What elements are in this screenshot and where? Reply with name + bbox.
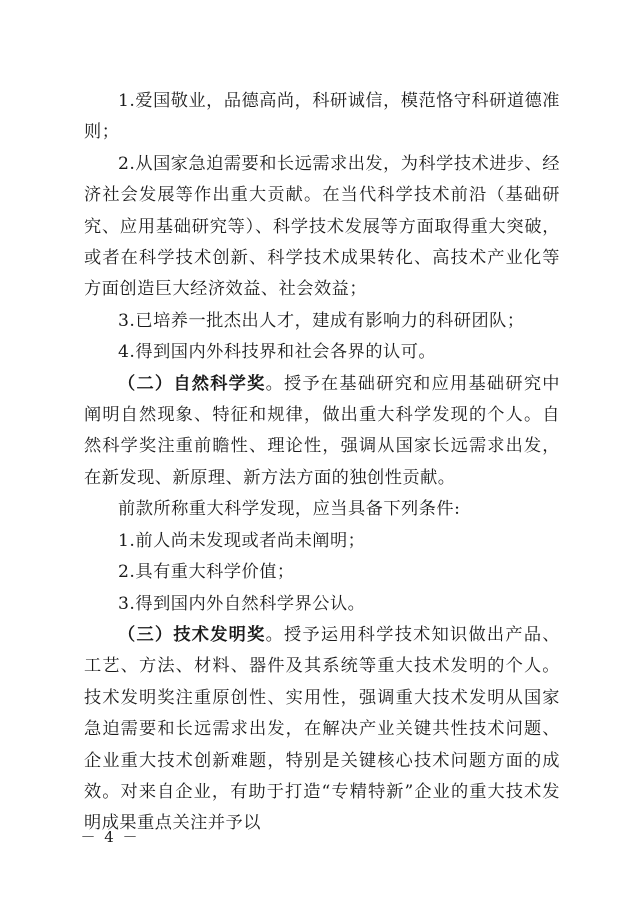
page-number-text: － 4 － — [80, 828, 140, 846]
page-number — [0, 826, 220, 847]
criterion-paragraph-2: 2.从国家急迫需要和长远需求出发，为科学技术进步、经济社会发展等作出重大贡献。在当代科学技术前沿（基础研究、应用基础研究等）、科学技术发展等方面取得重大突破，或者在科学技术创新、科学技术成果转化、高技术产业化等方面创造巨大经济效益、社会效益； — [84, 153, 560, 300]
criterion-paragraph-1: 1.爱国敬业，品德高尚，科研诚信，模范恪守科研道德准则； — [84, 91, 560, 143]
natural-conditions-intro: 前款所称重大科学发现，应当具备下列条件: — [118, 499, 461, 520]
section-natural-number: （二） — [118, 373, 174, 394]
section-invention-number: （三） — [118, 624, 174, 645]
natural-condition-2: 2.具有重大科学价值； — [118, 562, 295, 583]
section-invention-title: 技术发明奖 — [173, 624, 266, 645]
natural-condition-1: 1.前人尚未发现或者尚未阐明； — [118, 530, 366, 551]
section-technical-invention — [84, 620, 560, 840]
criterion-paragraph-3: 3.已培养一批杰出人才，建成有影响力的科研团队； — [118, 310, 525, 331]
section-natural-title: 自然科学奖 — [173, 373, 266, 394]
section-invention-body: 。授予运用科学技术知识做出产品、工艺、方法、材料、器件及其系统等重大技术发明的个人。技术发明奖注重原创性、实用性，强调重大技术发明从国家急迫需要和长远需求出发，在解决产业关键共性技术问题、企业重大技术创新难题，特别是关键核心技术问题方面的成效。对来自企业，有助于打造“专精特新”企业的重大技术发明成果重点关注并予以 — [84, 624, 560, 834]
section-natural-science — [84, 369, 560, 495]
section-natural-body: 。授予在基础研究和应用基础研究中阐明自然现象、特征和规律，做出重大科学发现的个人。自然科学奖注重前瞻性、理论性，强调从国家长远需求出发，在新发现、新原理、新方法方面的独创性贡献。 — [84, 373, 560, 488]
criterion-paragraph-4: 4.得到国内外科技界和社会各界的认可。 — [118, 342, 437, 363]
natural-condition-3: 3.得到国内外自然科学界公认。 — [118, 593, 366, 614]
document-body — [84, 86, 560, 840]
